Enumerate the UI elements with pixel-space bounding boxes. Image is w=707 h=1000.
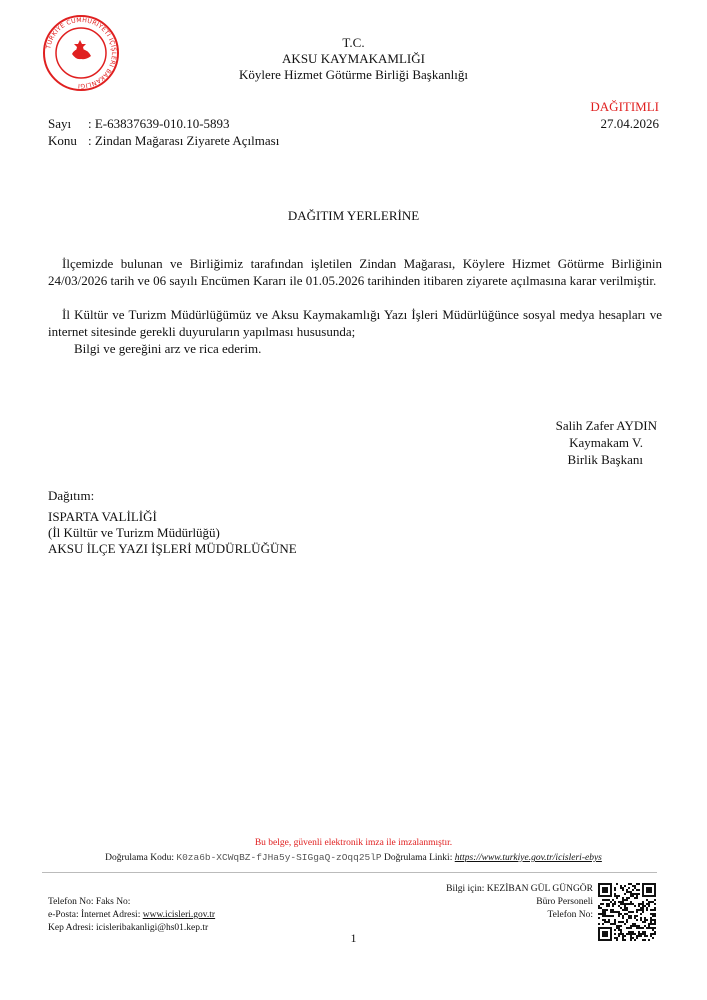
email-label: e-Posta: İnternet Adresi: <box>48 910 141 920</box>
distribution-flag: DAĞITIMLI <box>590 99 659 114</box>
page-number: 1 <box>350 931 357 945</box>
sayi-label: Sayı <box>48 116 72 131</box>
signer-title-1: Kaymakam V. <box>569 435 643 450</box>
header-department: Köylere Hizmet Götürme Birliği Başkanlığı <box>239 67 468 82</box>
signer-title-2: Birlik Başkanı <box>567 452 643 467</box>
distribution-line-2: (İl Kültür ve Turizm Müdürlüğü) <box>48 525 220 540</box>
distribution-line-1: ISPARTA VALİLİĞİ <box>48 509 157 524</box>
footer-kep: Kep Adresi: icisleribakanligi@hs01.kep.tr <box>48 923 209 933</box>
footer-email <box>48 910 215 920</box>
body-paragraph-3: Bilgi ve gereğini arz ve rica ederim. <box>74 341 262 356</box>
addressee: DAĞITIM YERLERİNE <box>287 208 420 223</box>
website-link[interactable]: www.icisleri.gov.tr <box>142 910 216 920</box>
info-phone: Telefon No: <box>547 910 593 920</box>
footer-divider <box>42 872 657 873</box>
signer-name: Salih Zafer AYDIN <box>555 418 657 433</box>
esign-notice: Bu belge, güvenli elektronik imza ile imzalanmıştır. <box>254 838 453 848</box>
info-role: Büro Personeli <box>536 897 593 907</box>
distribution-line-3: AKSU İLÇE YAZI İŞLERİ MÜDÜRLÜĞÜNE <box>48 541 297 556</box>
body-paragraph-2: İl Kültür ve Turizm Müdürlüğümüz ve Aksu Kaymakamlığı Yazı İşleri Müdürlüğünce sosyal medya hesapları ve internet sitesinde gerekli duyuruların yapılması hususunda; <box>48 307 662 339</box>
header-office: AKSU KAYMAKAMLIĞI <box>282 51 425 66</box>
konu-value: : Zindan Mağarası Ziyarete Açılması <box>88 133 280 148</box>
body-paragraph-1: İlçemizde bulunan ve Birliğimiz tarafından işletilen Zindan Mağarası, Köylere Hizmet Götürme Birliğinin 24/03/2026 tarih ve 06 sayılı Encümen Kararı ile 01.05.2026 tarihinden itibaren ziyarete açılmasına karar verilmiştir. <box>48 256 662 288</box>
sayi-value: : E-63837639-010.10-5893 <box>88 116 230 131</box>
verification-line <box>0 852 707 863</box>
qr-code <box>598 883 656 941</box>
distribution-label: Dağıtım: <box>48 488 95 503</box>
header-country: T.C. <box>342 35 365 50</box>
svg-text:TÜRKİYE CUMHURİYETİ İÇİŞLERİ B: TÜRKİYE CUMHURİYETİ İÇİŞLERİ BAKANLIĞI <box>45 16 118 90</box>
verify-label: Doğrulama Kodu: <box>105 853 175 863</box>
konu-label: Konu <box>48 133 77 148</box>
verify-link-label: Doğrulama Linki: <box>384 853 453 863</box>
info-contact: Bilgi için: KEZİBAN GÜL GÜNGÖR <box>446 884 593 894</box>
verify-code: K0za6b-XCWqBZ-fJHa5y-SIGgaQ-zOqq25lP <box>176 852 382 863</box>
footer-phone: Telefon No: Faks No: <box>48 897 131 907</box>
verify-link[interactable]: https://www.turkiye.gov.tr/icisleri-ebys <box>454 853 602 863</box>
document-date: 27.04.2026 <box>600 116 659 131</box>
